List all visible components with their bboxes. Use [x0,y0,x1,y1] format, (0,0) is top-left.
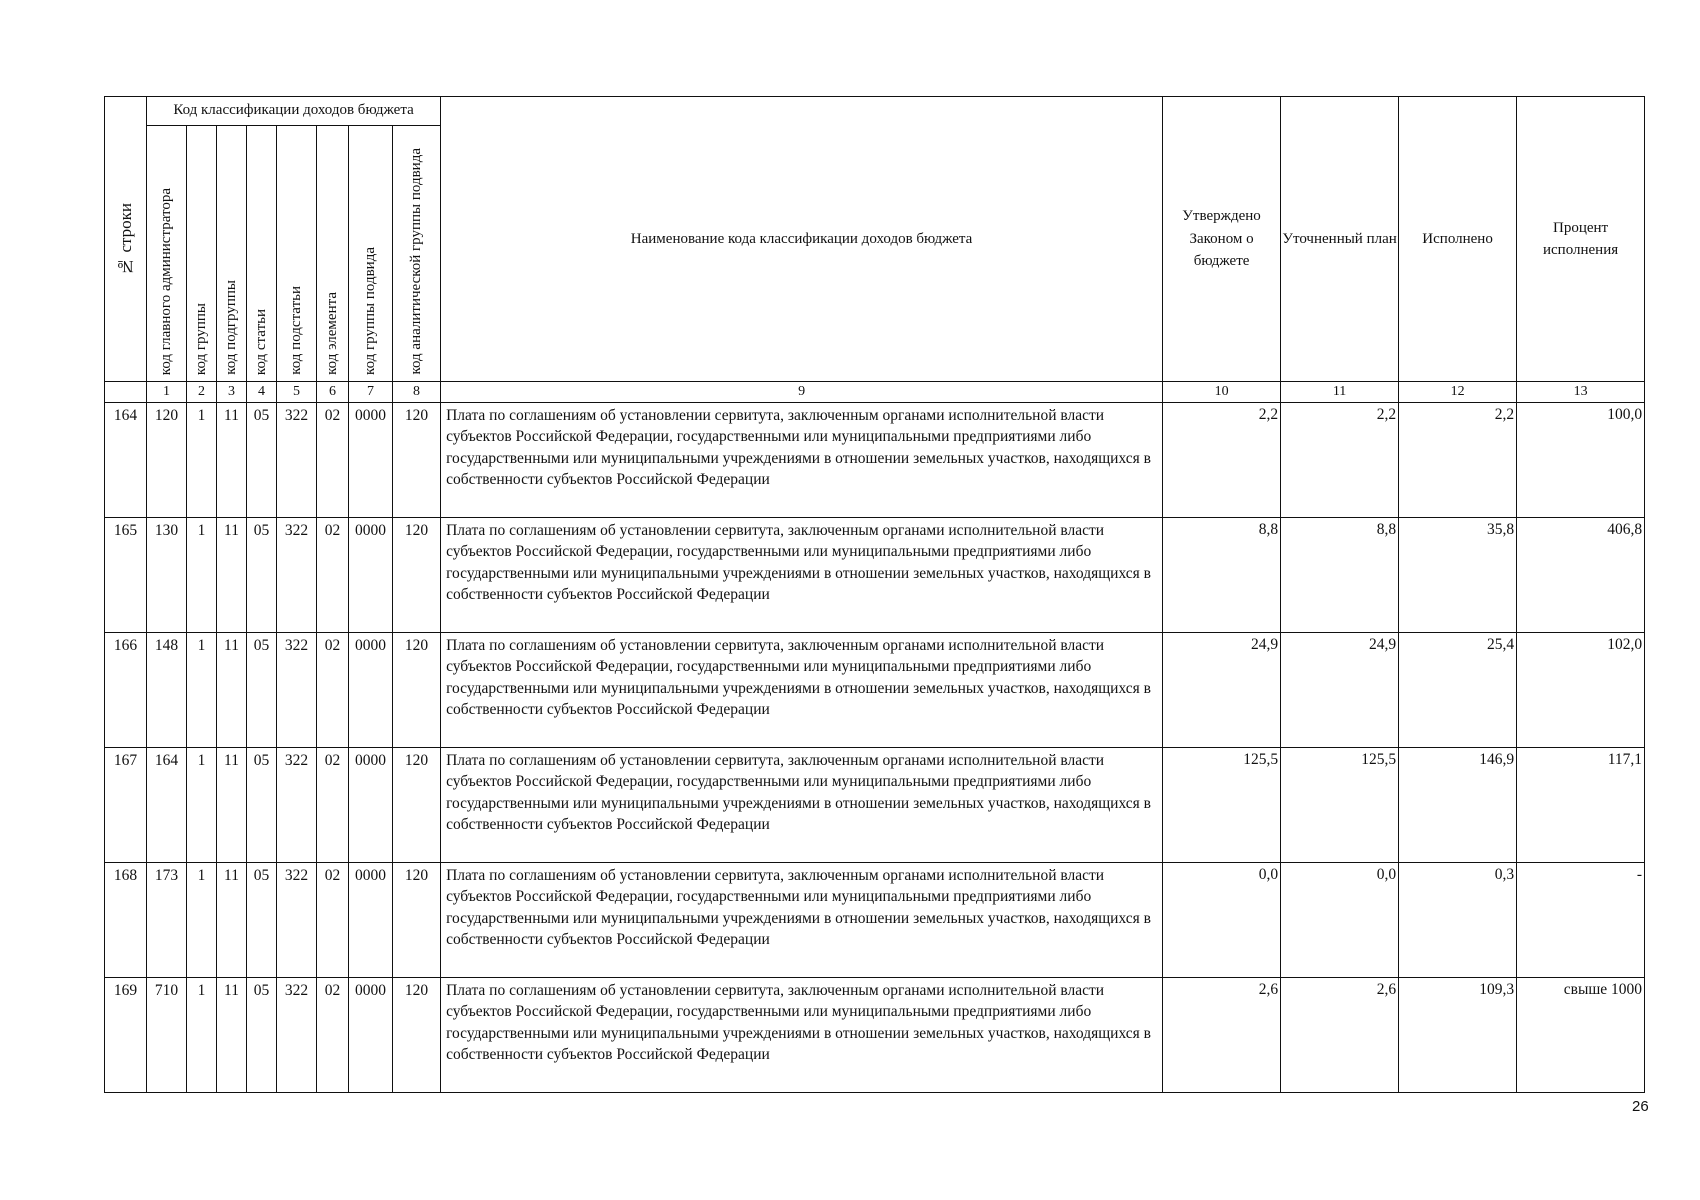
element-code-cell: 02 [317,633,349,748]
analytic-code-cell: 120 [393,863,441,978]
percent-cell: - [1517,863,1645,978]
table-row [105,863,1645,978]
row-number-cell: 168 [105,863,147,978]
revised-cell: 2,2 [1281,403,1399,518]
column-number: 9 [441,382,1163,403]
article-code-cell: 05 [247,403,277,518]
column-number: 5 [277,382,317,403]
admin-code-cell: 173 [147,863,187,978]
approved-cell: 0,0 [1163,863,1281,978]
name-cell: Плата по соглашениям об установлении сервитута, заключенным органами исполнительной власти субъектов Российской Федерации, государственными или муниципальными предприятиями либо государственными или муниципальными учреждениями в отношении земельных участков, находящихся в собственности субъектов Российской Федерации [441,748,1163,863]
name-cell: Плата по соглашениям об установлении сервитута, заключенным органами исполнительной власти субъектов Российской Федерации, государственными или муниципальными предприятиями либо государственными или муниципальными учреждениями в отношении земельных участков, находящихся в собственности субъектов Российской Федерации [441,518,1163,633]
budget-revenue-table [104,96,1645,1093]
column-number-blank [105,382,147,403]
executed-cell: 35,8 [1399,518,1517,633]
element-code-cell: 02 [317,748,349,863]
column-number: 3 [217,382,247,403]
table-header [105,97,1645,403]
column-number: 7 [349,382,393,403]
column-number-row [105,382,1645,403]
element-code-cell: 02 [317,863,349,978]
article-code-cell: 05 [247,978,277,1093]
admin-code-header: код главного администратора [147,125,187,381]
subgroup-code-cell: 11 [217,633,247,748]
row-number-cell: 167 [105,748,147,863]
subgroup-code-cell: 11 [217,748,247,863]
admin-code-cell: 148 [147,633,187,748]
name-cell: Плата по соглашениям об установлении сервитута, заключенным органами исполнительной власти субъектов Российской Федерации, государственными или муниципальными предприятиями либо государственными или муниципальными учреждениями в отношении земельных участков, находящихся в собственности субъектов Российской Федерации [441,978,1163,1093]
article-code-header: код статьи [247,125,277,381]
revised-cell: 24,9 [1281,633,1399,748]
column-number: 6 [317,382,349,403]
group-code-cell: 1 [187,978,217,1093]
element-code-cell: 02 [317,403,349,518]
name-cell: Плата по соглашениям об установлении сервитута, заключенным органами исполнительной власти субъектов Российской Федерации, государственными или муниципальными предприятиями либо государственными или муниципальными учреждениями в отношении земельных участков, находящихся в собственности субъектов Российской Федерации [441,403,1163,518]
table-body [105,403,1645,1093]
executed-cell: 0,3 [1399,863,1517,978]
subgroup-code-cell: 11 [217,518,247,633]
subgroup-code-cell: 11 [217,403,247,518]
subgroup-code-cell: 11 [217,863,247,978]
subtype-code-cell: 0000 [349,863,393,978]
percent-header: Процент исполнения [1517,97,1645,382]
approved-cell: 2,6 [1163,978,1281,1093]
analytic-code-cell: 120 [393,518,441,633]
column-number: 11 [1281,382,1399,403]
analytic-code-cell: 120 [393,403,441,518]
analytic-code-cell: 120 [393,748,441,863]
row-number-cell: 169 [105,978,147,1093]
revised-cell: 8,8 [1281,518,1399,633]
percent-cell: 117,1 [1517,748,1645,863]
subgroup-code-header: код подгруппы [217,125,247,381]
revised-plan-header: Уточненный план [1281,97,1399,382]
executed-cell: 2,2 [1399,403,1517,518]
column-number: 8 [393,382,441,403]
element-code-header: код элемента [317,125,349,381]
classification-code-group-header: Код классификации доходов бюджета [147,97,441,126]
subarticle-code-cell: 322 [277,518,317,633]
name-header: Наименование кода классификации доходов бюджета [441,97,1163,382]
group-code-cell: 1 [187,403,217,518]
element-code-cell: 02 [317,978,349,1093]
subarticle-code-cell: 322 [277,978,317,1093]
element-code-cell: 02 [317,518,349,633]
revised-cell: 0,0 [1281,863,1399,978]
approved-cell: 125,5 [1163,748,1281,863]
subarticle-code-cell: 322 [277,633,317,748]
row-number-cell: 165 [105,518,147,633]
approved-cell: 8,8 [1163,518,1281,633]
table-row [105,518,1645,633]
subarticle-code-header: код подстатьи [277,125,317,381]
table-row [105,748,1645,863]
name-cell: Плата по соглашениям об установлении сервитута, заключенным органами исполнительной власти субъектов Российской Федерации, государственными или муниципальными предприятиями либо государственными или муниципальными учреждениями в отношении земельных участков, находящихся в собственности субъектов Российской Федерации [441,633,1163,748]
admin-code-cell: 130 [147,518,187,633]
executed-header: Исполнено [1399,97,1517,382]
page-number: 26 [1632,1098,1649,1115]
analytic-group-code-header: код аналитической группы подвида [393,125,441,381]
approved-header: Утверждено Законом о бюджете [1163,97,1281,382]
group-code-cell: 1 [187,633,217,748]
admin-code-cell: 164 [147,748,187,863]
table-row [105,403,1645,518]
row-number-cell: 164 [105,403,147,518]
column-number: 2 [187,382,217,403]
percent-cell: свыше 1000 [1517,978,1645,1093]
name-cell: Плата по соглашениям об установлении сервитута, заключенным органами исполнительной власти субъектов Российской Федерации, государственными или муниципальными предприятиями либо государственными или муниципальными учреждениями в отношении земельных участков, находящихся в собственности субъектов Российской Федерации [441,863,1163,978]
table-row [105,978,1645,1093]
group-code-cell: 1 [187,748,217,863]
column-number: 4 [247,382,277,403]
article-code-cell: 05 [247,518,277,633]
executed-cell: 25,4 [1399,633,1517,748]
article-code-cell: 05 [247,748,277,863]
executed-cell: 109,3 [1399,978,1517,1093]
analytic-code-cell: 120 [393,978,441,1093]
article-code-cell: 05 [247,633,277,748]
approved-cell: 24,9 [1163,633,1281,748]
column-number: 1 [147,382,187,403]
admin-code-cell: 120 [147,403,187,518]
revised-cell: 2,6 [1281,978,1399,1093]
subtype-group-code-header: код группы подвида [349,125,393,381]
column-number: 12 [1399,382,1517,403]
percent-cell: 100,0 [1517,403,1645,518]
column-number: 13 [1517,382,1645,403]
row-number-header: № строки [105,97,147,382]
subarticle-code-cell: 322 [277,403,317,518]
analytic-code-cell: 120 [393,633,441,748]
revised-cell: 125,5 [1281,748,1399,863]
percent-cell: 102,0 [1517,633,1645,748]
admin-code-cell: 710 [147,978,187,1093]
percent-cell: 406,8 [1517,518,1645,633]
subtype-code-cell: 0000 [349,518,393,633]
subgroup-code-cell: 11 [217,978,247,1093]
subtype-code-cell: 0000 [349,403,393,518]
executed-cell: 146,9 [1399,748,1517,863]
subarticle-code-cell: 322 [277,748,317,863]
subtype-code-cell: 0000 [349,978,393,1093]
subarticle-code-cell: 322 [277,863,317,978]
row-number-cell: 166 [105,633,147,748]
subtype-code-cell: 0000 [349,748,393,863]
group-code-header: код группы [187,125,217,381]
approved-cell: 2,2 [1163,403,1281,518]
column-number: 10 [1163,382,1281,403]
article-code-cell: 05 [247,863,277,978]
subtype-code-cell: 0000 [349,633,393,748]
table-row [105,633,1645,748]
group-code-cell: 1 [187,863,217,978]
group-code-cell: 1 [187,518,217,633]
